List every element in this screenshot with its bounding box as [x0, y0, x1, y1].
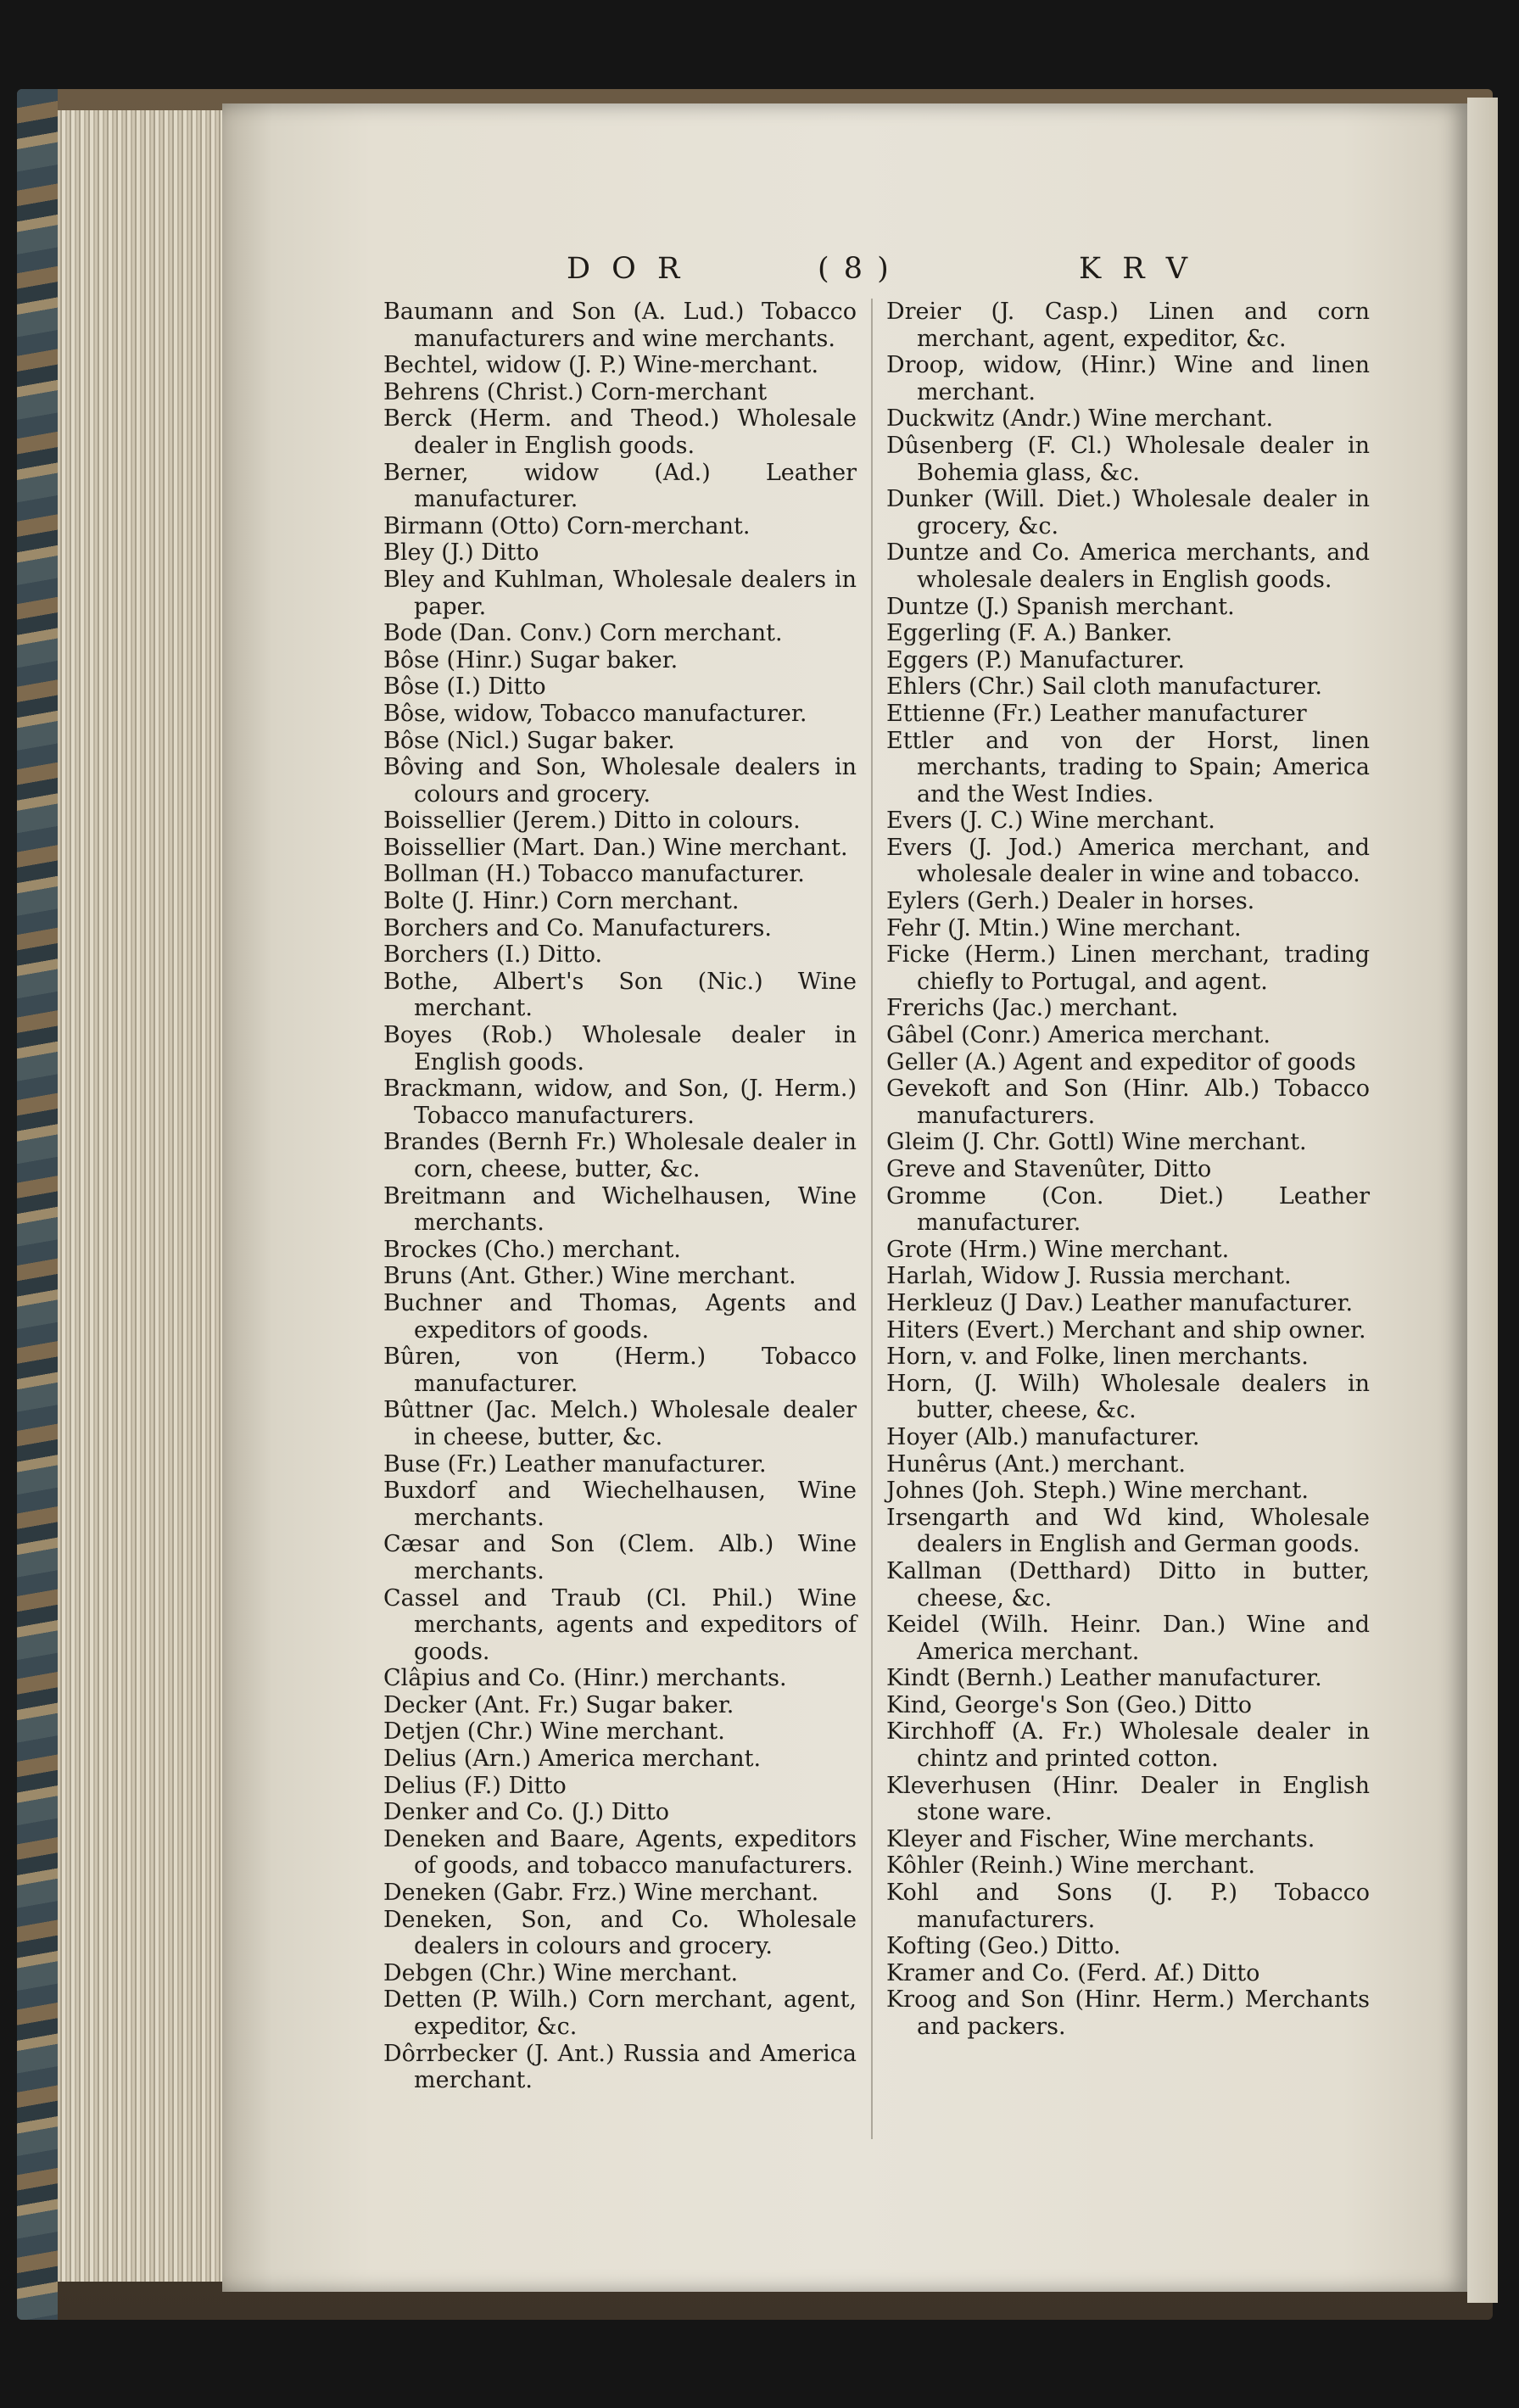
directory-entry: Eggers (P.) Manufacturer.	[886, 646, 1185, 673]
directory-entry: Cæsar and Son (Clem. Alb.) Wine merchants.	[383, 1531, 857, 1584]
directory-entry: Duntze (J.) Spanish merchant.	[886, 593, 1235, 620]
directory-entry: Duntze and Co. America merchants, and wholesale dealers in English goods.	[886, 539, 1370, 593]
directory-entry: Behrens (Christ.) Corn-merchant	[383, 378, 768, 405]
directory-entry: Bôse (Nicl.) Sugar baker.	[383, 727, 675, 754]
directory-entry: Kramer and Co. (Ferd. Af.) Ditto	[886, 1959, 1260, 1986]
directory-entry: Brackmann, widow, and Son, (J. Herm.) Tobacco manufacturers.	[383, 1075, 857, 1129]
directory-entry: Kind, George's Son (Geo.) Ditto	[886, 1691, 1252, 1718]
directory-entry: Duckwitz (Andr.) Wine merchant.	[886, 405, 1274, 433]
directory-entry: Borchers (I.) Ditto.	[383, 941, 603, 969]
directory-entry: Berner, widow (Ad.) Leather manufacturer.	[383, 459, 857, 513]
directory-entry: Clâpius and Co. (Hinr.) merchants.	[383, 1665, 787, 1692]
directory-entry: Hunêrus (Ant.) merchant.	[886, 1450, 1186, 1478]
directory-entry: Bolte (J. Hinr.) Corn merchant.	[383, 888, 740, 915]
directory-entry: Boissellier (Jerem.) Ditto in colours.	[383, 807, 801, 835]
directory-entry: Berck (Herm. and Theod.) Wholesale dealer in English goods.	[383, 405, 857, 459]
directory-entry: Kindt (Bernh.) Leather manufacturer.	[886, 1665, 1322, 1692]
directory-entry: Bôse (Hinr.) Sugar baker.	[383, 646, 679, 673]
directory-entry: Horn, (J. Wilh) Wholesale dealers in butter, cheese, &c.	[886, 1370, 1370, 1424]
directory-entry: Eylers (Gerh.) Dealer in horses.	[886, 888, 1255, 915]
page-number: ( 8 )	[818, 252, 891, 286]
directory-entry: Bôse, widow, Tobacco manufacturer.	[383, 700, 807, 727]
directory-entry: Debgen (Chr.) Wine merchant.	[383, 1959, 739, 1986]
page-edges	[58, 110, 227, 2282]
marbled-cover-edge	[17, 89, 58, 2320]
directory-entry: Breitmann and Wichelhausen, Wine merchants.	[383, 1182, 857, 1237]
directory-entry: Kôhler (Reinh.) Wine merchant.	[886, 1852, 1255, 1880]
directory-entry: Decker (Ant. Fr.) Sugar baker.	[383, 1691, 734, 1718]
directory-column-right	[886, 299, 1370, 2041]
directory-entry: Gromme (Con. Diet.) Leather manufacturer.	[886, 1182, 1370, 1237]
directory-entry: Gâbel (Conr.) America merchant.	[886, 1022, 1270, 1049]
directory-entry: Evers (J. Jod.) America merchant, and wholesale dealer in wine and tobacco.	[886, 834, 1370, 888]
directory-entry: Delius (Arn.) America merchant.	[383, 1746, 762, 1773]
directory-entry: Boissellier (Mart. Dan.) Wine merchant.	[383, 834, 848, 861]
directory-entry: Kallman (Detthard) Ditto in butter, cheese, &c.	[886, 1557, 1370, 1612]
directory-entry: Geller (A.) Agent and expeditor of goods	[886, 1048, 1356, 1075]
directory-entry: Buxdorf and Wiechelhausen, Wine merchants.	[383, 1478, 857, 1531]
directory-entry: Keidel (Wilh. Heinr. Dan.) Wine and America merchant.	[886, 1612, 1370, 1665]
directory-entry: Bûttner (Jac. Melch.) Wholesale dealer in cheese, butter, &c.	[383, 1397, 857, 1450]
directory-entry: Frerichs (Jac.) merchant.	[886, 995, 1179, 1022]
directory-entry: Deneken, Son, and Co. Wholesale dealers in colours and grocery.	[383, 1906, 857, 1960]
directory-entry: Bôving and Son, Wholesale dealers in colours and grocery.	[383, 754, 857, 807]
directory-entry: Eggerling (F. A.) Banker.	[886, 620, 1173, 647]
directory-entry: Grote (Hrm.) Wine merchant.	[886, 1236, 1230, 1263]
directory-entry: Horn, v. and Folke, linen merchants.	[886, 1344, 1309, 1371]
directory-entry: Bûren, von (Herm.) Tobacco manufacturer.	[383, 1344, 857, 1397]
directory-entry: Harlah, Widow J. Russia merchant.	[886, 1263, 1292, 1290]
directory-entry: Dôrrbecker (J. Ant.) Russia and America merchant.	[383, 2040, 857, 2094]
directory-entry: Evers (J. C.) Wine merchant.	[886, 807, 1215, 835]
directory-entry: Dunker (Will. Diet.) Wholesale dealer in grocery, &c.	[886, 486, 1370, 539]
directory-entry: Borchers and Co. Manufacturers.	[383, 914, 772, 941]
directory-entry: Ficke (Herm.) Linen merchant, trading chiefly to Portugal, and agent.	[886, 941, 1370, 995]
directory-entry: Hoyer (Alb.) manufacturer.	[886, 1423, 1200, 1450]
directory-entry: Dûsenberg (F. Cl.) Wholesale dealer in Bohemia glass, &c.	[886, 432, 1370, 486]
directory-entry: Kleyer and Fischer, Wine merchants.	[886, 1825, 1315, 1852]
directory-entry: Bollman (H.) Tobacco manufacturer.	[383, 861, 805, 888]
directory-entry: Kirchhoff (A. Fr.) Wholesale dealer in chintz and printed cotton.	[886, 1718, 1370, 1773]
directory-entry: Delius (F.) Ditto	[383, 1772, 567, 1799]
directory-entry: Bley (J.) Ditto	[383, 539, 539, 567]
directory-entry: Buchner and Thomas, Agents and expeditors of goods.	[383, 1289, 857, 1344]
directory-entry: Kofting (Geo.) Ditto.	[886, 1933, 1121, 1960]
directory-entry: Irsengarth and Wd kind, Wholesale dealers in English and German goods.	[886, 1504, 1370, 1558]
directory-entry: Brockes (Cho.) merchant.	[383, 1236, 681, 1263]
directory-entry: Johnes (Joh. Steph.) Wine merchant.	[886, 1478, 1309, 1505]
directory-entry: Kroog and Son (Hinr. Herm.) Merchants and packers.	[886, 1986, 1370, 2040]
directory-entry: Birmann (Otto) Corn-merchant.	[383, 512, 751, 539]
directory-entry: Dreier (J. Casp.) Linen and corn merchant, agent, expeditor, &c.	[886, 299, 1370, 352]
directory-entry: Hiters (Evert.) Merchant and ship owner.	[886, 1316, 1366, 1344]
directory-entry: Bley and Kuhlman, Wholesale dealers in paper.	[383, 566, 857, 620]
directory-entry: Ehlers (Chr.) Sail cloth manufacturer.	[886, 673, 1322, 701]
running-head-right: K R V	[1079, 252, 1194, 286]
directory-entry: Bechtel, widow (J. P.) Wine-merchant.	[383, 352, 819, 379]
facing-page-edge	[1467, 98, 1498, 2303]
directory-entry: Bôse (I.) Ditto	[383, 673, 546, 701]
directory-entry: Detten (P. Wilh.) Corn merchant, agent, expeditor, &c.	[383, 1986, 857, 2040]
directory-entry: Ettienne (Fr.) Leather manufacturer	[886, 700, 1307, 727]
column-divider	[871, 299, 873, 2139]
directory-entry: Ettler and von der Horst, linen merchants, trading to Spain; America and the West Indies.	[886, 727, 1370, 807]
directory-entry: Bruns (Ant. Gther.) Wine merchant.	[383, 1263, 796, 1290]
directory-entry: Deneken (Gabr. Frz.) Wine merchant.	[383, 1880, 819, 1907]
directory-entry: Fehr (J. Mtin.) Wine merchant.	[886, 914, 1242, 941]
directory-entry: Deneken and Baare, Agents, expeditors of goods, and tobacco manufacturers.	[383, 1825, 857, 1880]
directory-entry: Gleim (J. Chr. Gottl) Wine merchant.	[886, 1129, 1307, 1156]
directory-entry: Greve and Stavenûter, Ditto	[886, 1156, 1212, 1182]
directory-entry: Bode (Dan. Conv.) Corn merchant.	[383, 620, 783, 647]
running-head-left: D O R	[567, 252, 686, 286]
directory-entry: Baumann and Son (A. Lud.) Tobacco manufacturers and wine merchants.	[383, 299, 857, 352]
directory-entry: Kleverhusen (Hinr. Dealer in English stone ware.	[886, 1772, 1370, 1826]
directory-entry: Detjen (Chr.) Wine merchant.	[383, 1718, 725, 1746]
directory-entry: Boyes (Rob.) Wholesale dealer in English goods.	[383, 1022, 857, 1075]
directory-entry: Droop, widow, (Hinr.) Wine and linen merchant.	[886, 352, 1370, 405]
directory-entry: Buse (Fr.) Leather manufacturer.	[383, 1450, 767, 1478]
directory-entry: Herkleuz (J Dav.) Leather manufacturer.	[886, 1289, 1354, 1316]
directory-entry: Bothe, Albert's Son (Nic.) Wine merchant.	[383, 968, 857, 1022]
directory-entry: Gevekoft and Son (Hinr. Alb.) Tobacco manufacturers.	[886, 1075, 1370, 1129]
directory-entry: Kohl and Sons (J. P.) Tobacco manufacturers.	[886, 1880, 1370, 1933]
directory-entry: Denker and Co. (J.) Ditto	[383, 1799, 669, 1826]
directory-entry: Cassel and Traub (Cl. Phil.) Wine merchants, agents and expeditors of goods.	[383, 1584, 857, 1665]
directory-entry: Brandes (Bernh Fr.) Wholesale dealer in corn, cheese, butter, &c.	[383, 1129, 857, 1182]
directory-column-left	[383, 299, 857, 2094]
